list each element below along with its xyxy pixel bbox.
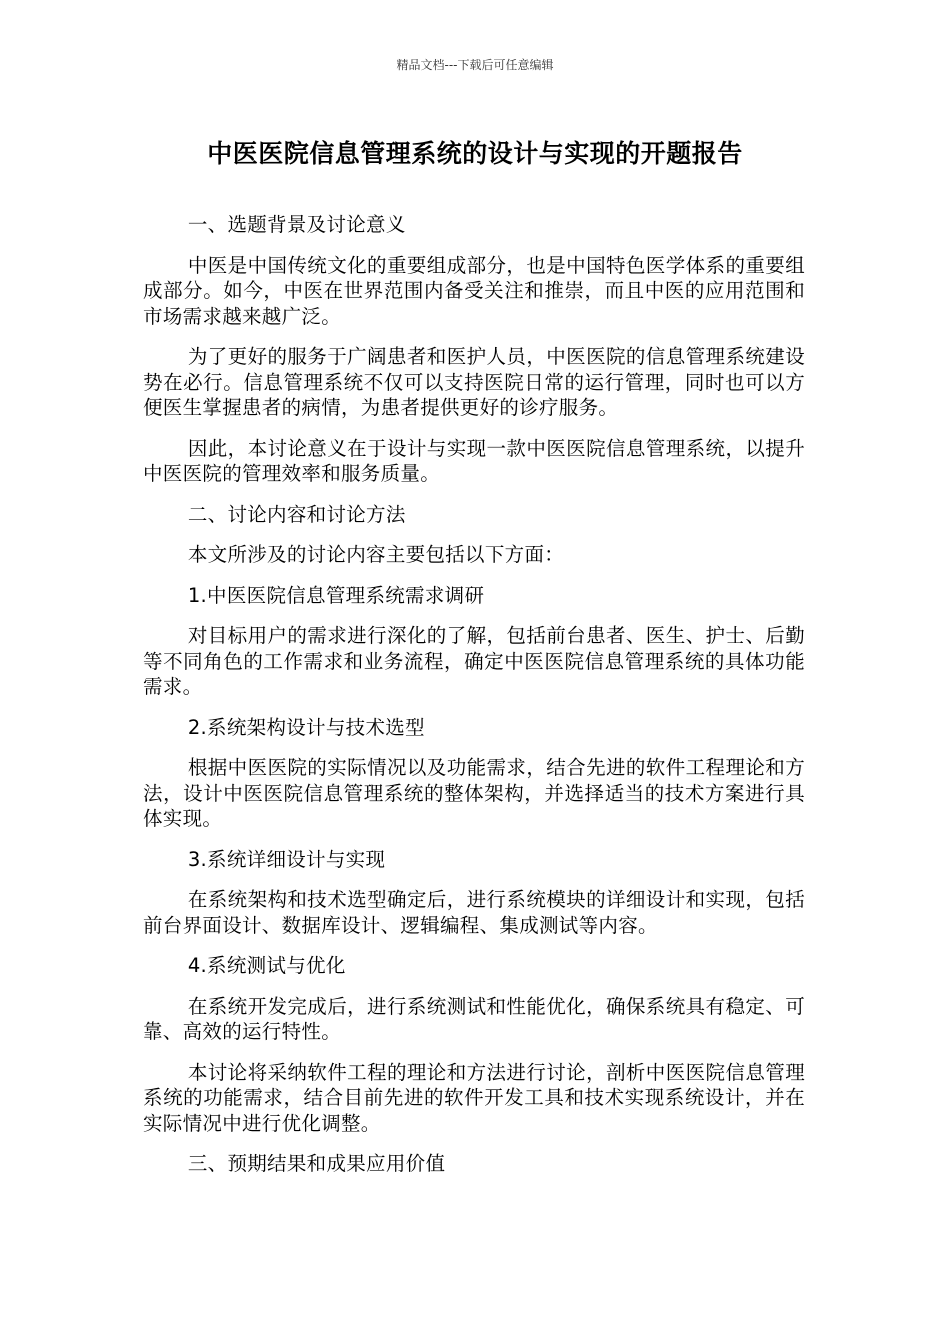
paragraph: 在系统开发完成后，进行系统测试和性能优化，确保系统具有稳定、可靠、高效的运行特性。	[143, 994, 805, 1043]
section-heading-content-methods: 二、讨论内容和讨论方法	[187, 502, 406, 526]
subheading-testing: 4.系统测试与优化	[187, 954, 346, 977]
document-body	[143, 212, 805, 1192]
paragraph: 为了更好的服务于广阔患者和医护人员，中医医院的信息管理系统建设势在必行。信息管理系统不仅可以支持医院日常的运行管理，同时也可以方便医生掌握患者的病情，为患者提供更好的诊疗服务。	[143, 345, 805, 419]
section-heading-background: 一、选题背景及讨论意义	[187, 213, 406, 236]
paragraph: 根据中医医院的实际情况以及功能需求，结合先进的软件工程理论和方法，设计中医医院信息管理系统的整体架构，并选择适当的技术方案进行具体实现。	[143, 756, 805, 830]
section-heading-expected-results: 三、预期结果和成果应用价值	[187, 1152, 446, 1175]
subheading-detailed-design: 3.系统详细设计与实现	[187, 847, 386, 871]
paragraph: 在系统架构和技术选型确定后，进行系统模块的详细设计和实现，包括前台界面设计、数据库设计、逻辑编程、集成测试等内容。	[143, 888, 805, 937]
paragraph: 因此，本讨论意义在于设计与实现一款中医医院信息管理系统，以提升中医医院的管理效率和服务质量。	[143, 436, 805, 485]
subheading-requirements: 1.中医医院信息管理系统需求调研	[187, 583, 485, 607]
paragraph: 本文所涉及的讨论内容主要包括以下方面：	[187, 543, 565, 566]
paragraph: 中医是中国传统文化的重要组成部分，也是中国特色医学体系的重要组成部分。如今，中医在世界范围内备受关注和推崇，而且中医的应用范围和市场需求越来越广泛。	[143, 253, 805, 328]
subheading-architecture: 2.系统架构设计与技术选型	[187, 715, 425, 739]
paragraph: 本讨论将采纳软件工程的理论和方法进行讨论，剖析中医医院信息管理系统的功能需求，结合目前先进的软件开发工具和技术实现系统设计，并在实际情况中进行优化调整。	[143, 1060, 805, 1135]
page-header: 精品文档---下载后可任意编辑	[396, 58, 554, 72]
paragraph: 对目标用户的需求进行深化的了解，包括前台患者、医生、护士、后勤等不同角色的工作需求和业务流程，确定中医医院信息管理系统的具体功能需求。	[143, 624, 805, 698]
document-title: 中医医院信息管理系统的设计与实现的开题报告	[207, 139, 743, 168]
